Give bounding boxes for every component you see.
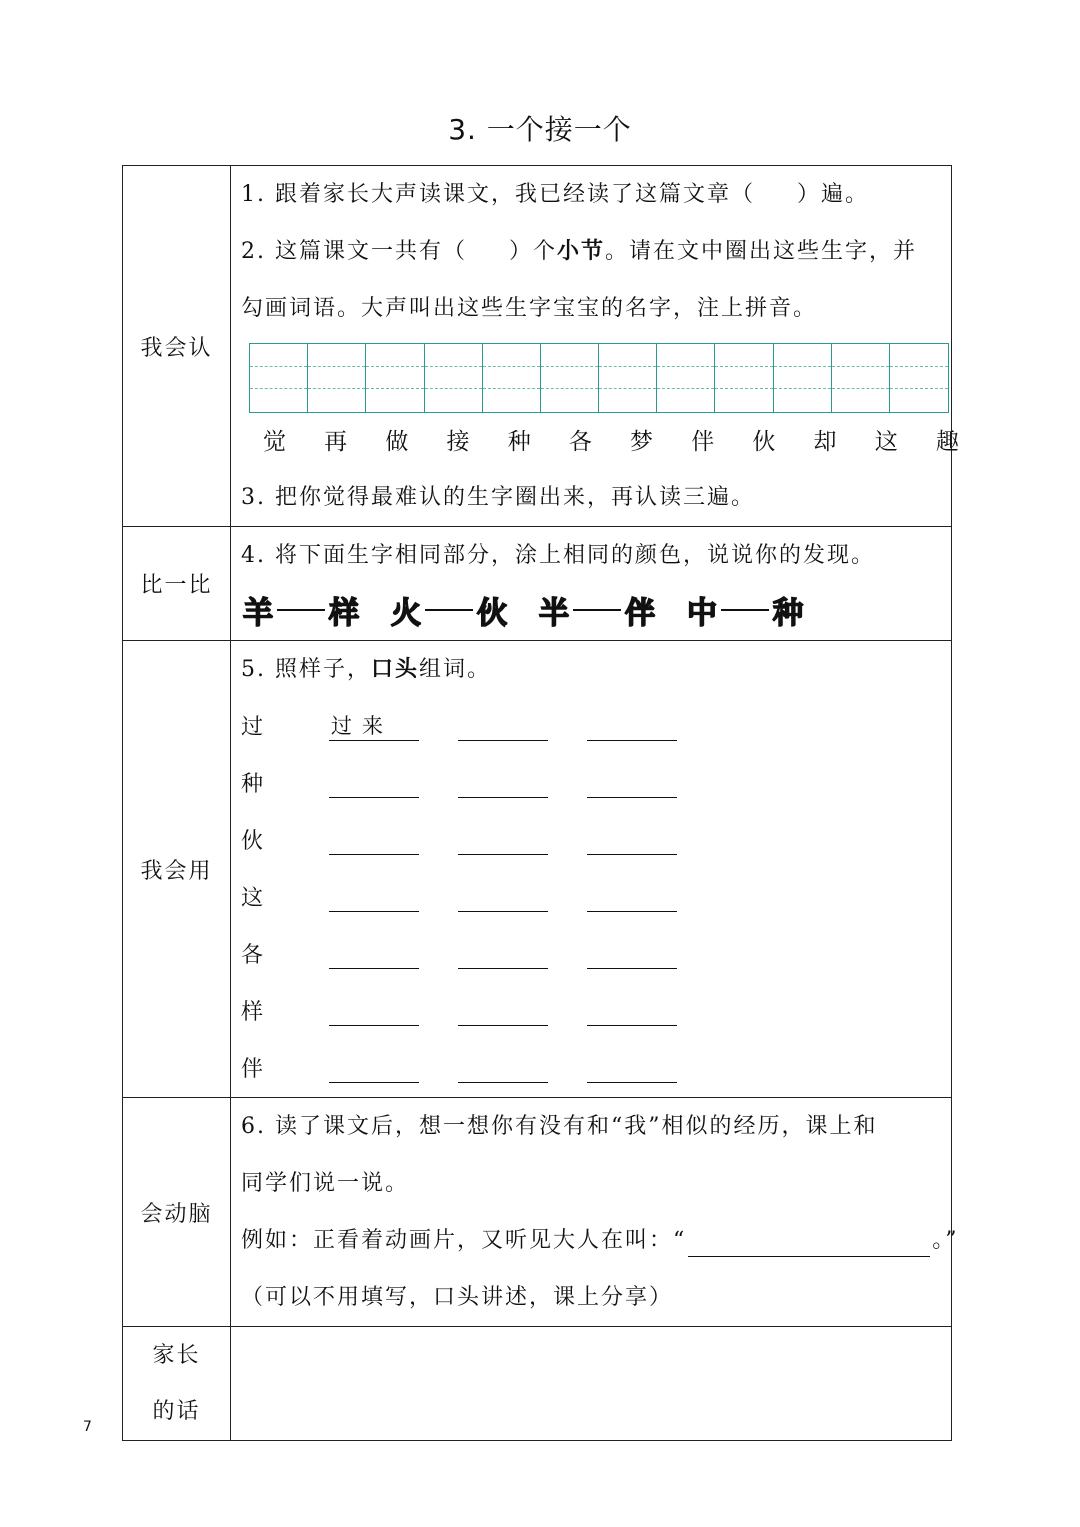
word-char: 这 bbox=[241, 886, 264, 911]
word-blank[interactable] bbox=[458, 1052, 548, 1083]
pinyin-cell[interactable] bbox=[250, 344, 308, 412]
word-char: 种 bbox=[241, 772, 264, 797]
word-char: 各 bbox=[241, 943, 264, 968]
pinyin-cell[interactable] bbox=[774, 344, 832, 412]
character: 再 bbox=[324, 429, 348, 455]
word-blank[interactable] bbox=[329, 938, 419, 969]
word-blank[interactable] bbox=[587, 824, 677, 855]
question-5: 5. 照样子，口头组词。 bbox=[241, 656, 492, 682]
section-think bbox=[123, 1098, 952, 1327]
character-pairs bbox=[243, 584, 943, 636]
example-blank[interactable] bbox=[688, 1230, 930, 1257]
section-label: 我会认 bbox=[123, 166, 231, 527]
word-blank[interactable] bbox=[329, 1052, 419, 1083]
character-pair bbox=[391, 588, 507, 632]
pinyin-cell[interactable] bbox=[599, 344, 657, 412]
word-blank[interactable] bbox=[587, 881, 677, 912]
outline-character[interactable]: 火 bbox=[391, 596, 421, 631]
word-row bbox=[241, 755, 943, 812]
word-char: 伙 bbox=[241, 829, 264, 854]
word-blank[interactable] bbox=[587, 710, 677, 741]
section-content bbox=[231, 641, 952, 1098]
character: 伙 bbox=[752, 429, 776, 455]
question-2: 2. 这篇课文一共有（ ）个小节。请在文中圈出这些生字，并 bbox=[241, 238, 918, 264]
word-char: 样 bbox=[241, 1000, 264, 1025]
word-blank[interactable]: 过来 bbox=[329, 710, 419, 741]
pinyin-cell[interactable] bbox=[715, 344, 773, 412]
question-6: 6. 读了课文后，想一想你有没有和“我”相似的经历，课上和 bbox=[241, 1114, 878, 1139]
character: 觉 bbox=[263, 429, 286, 455]
example-line: 例如：正看着动画片，又听见大人在叫：“ 。” bbox=[241, 1212, 943, 1269]
outline-character[interactable]: 半 bbox=[539, 596, 569, 631]
outline-character[interactable]: 中 bbox=[687, 596, 717, 631]
word-blank[interactable] bbox=[458, 995, 548, 1026]
section-compare bbox=[123, 527, 952, 641]
pinyin-grid[interactable] bbox=[249, 343, 949, 413]
section-use bbox=[123, 641, 952, 1098]
outline-character[interactable]: 伴 bbox=[625, 596, 655, 631]
word-blank[interactable] bbox=[587, 767, 677, 798]
page-number: 7 bbox=[83, 1419, 92, 1435]
word-row bbox=[241, 926, 943, 983]
parent-comment-area[interactable] bbox=[231, 1327, 952, 1441]
pinyin-cell[interactable] bbox=[890, 344, 948, 412]
word-blank[interactable] bbox=[329, 881, 419, 912]
section-label: 我会用 bbox=[123, 641, 231, 1098]
section-recognize bbox=[123, 166, 952, 527]
character: 伴 bbox=[691, 429, 715, 455]
pair-connector bbox=[425, 609, 473, 611]
character: 却 bbox=[813, 429, 837, 455]
word-blank[interactable] bbox=[587, 1052, 677, 1083]
word-blank[interactable] bbox=[587, 938, 677, 969]
word-row bbox=[241, 698, 943, 755]
section-label: 会动脑 bbox=[123, 1098, 231, 1327]
character-pair bbox=[243, 588, 359, 632]
pinyin-cell[interactable] bbox=[541, 344, 599, 412]
outline-character[interactable]: 种 bbox=[773, 596, 803, 631]
section-content bbox=[231, 1098, 959, 1327]
word-row bbox=[241, 812, 943, 869]
word-blank[interactable] bbox=[329, 767, 419, 798]
character: 接 bbox=[446, 429, 470, 455]
worksheet-table bbox=[122, 165, 959, 1441]
word-char: 伴 bbox=[241, 1057, 264, 1082]
word-blank[interactable] bbox=[458, 881, 548, 912]
word-row bbox=[241, 869, 943, 926]
question-1: 1. 跟着家长大声读课文，我已经读了这篇文章（ ）遍。 bbox=[241, 182, 870, 207]
character: 梦 bbox=[630, 429, 654, 455]
section-content bbox=[231, 166, 959, 527]
word-char: 过 bbox=[241, 715, 264, 740]
character: 种 bbox=[507, 429, 531, 455]
character: 这 bbox=[874, 429, 898, 455]
character-pair bbox=[687, 588, 803, 632]
word-blank[interactable] bbox=[329, 995, 419, 1026]
pair-connector bbox=[573, 609, 621, 611]
section-label: 比一比 bbox=[123, 527, 231, 641]
pinyin-cell[interactable] bbox=[366, 344, 424, 412]
word-row bbox=[241, 1040, 943, 1097]
word-blank[interactable] bbox=[458, 767, 548, 798]
word-blank[interactable] bbox=[587, 995, 677, 1026]
page-title: 3. 一个接一个 bbox=[448, 113, 632, 146]
note-line: （可以不用填写，口头讲述，课上分享） bbox=[241, 1285, 674, 1310]
word-blank[interactable] bbox=[458, 710, 548, 741]
pair-connector bbox=[721, 609, 769, 611]
pair-connector bbox=[277, 609, 325, 611]
outline-character[interactable]: 羊 bbox=[243, 596, 273, 631]
pinyin-cell[interactable] bbox=[483, 344, 541, 412]
outline-character[interactable]: 伙 bbox=[477, 596, 507, 631]
word-row bbox=[241, 983, 943, 1040]
character-pair bbox=[539, 588, 655, 632]
word-blank[interactable] bbox=[458, 824, 548, 855]
new-characters bbox=[263, 413, 959, 469]
section-parent bbox=[123, 1327, 952, 1441]
section-label: 家长 的话 bbox=[123, 1327, 231, 1441]
character: 做 bbox=[385, 429, 409, 455]
pinyin-cell[interactable] bbox=[425, 344, 483, 412]
word-blank[interactable] bbox=[458, 938, 548, 969]
word-blank[interactable] bbox=[329, 824, 419, 855]
character: 各 bbox=[568, 429, 592, 455]
question-2-line-2: 勾画词语。大声叫出这些生字宝宝的名字，注上拼音。 bbox=[241, 296, 818, 321]
question-4: 4. 将下面生字相同部分，涂上相同的颜色，说说你的发现。 bbox=[241, 543, 875, 568]
section-content bbox=[231, 527, 952, 641]
question-3: 3. 把你觉得最难认的生字圈出来，再认读三遍。 bbox=[241, 485, 755, 510]
pinyin-cell[interactable] bbox=[832, 344, 890, 412]
character: 趣 bbox=[935, 429, 959, 455]
pinyin-cell[interactable] bbox=[308, 344, 366, 412]
question-6-line-2: 同学们说一说。 bbox=[241, 1171, 410, 1196]
outline-character[interactable]: 样 bbox=[329, 596, 359, 631]
pinyin-cell[interactable] bbox=[657, 344, 715, 412]
